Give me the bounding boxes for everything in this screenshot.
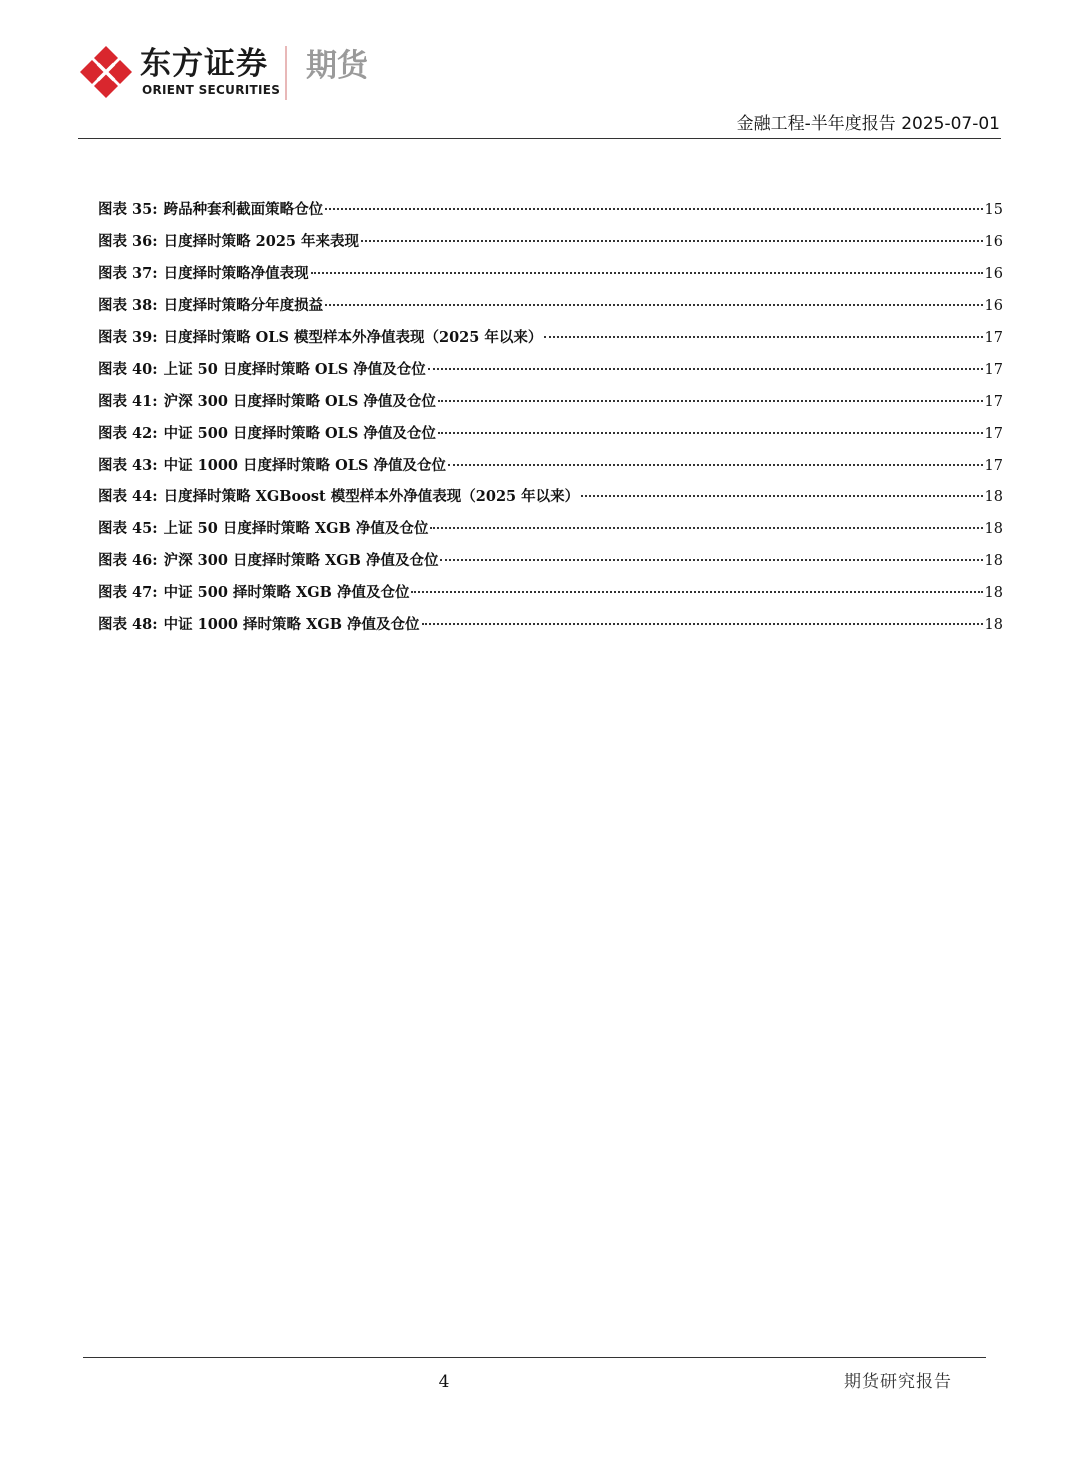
toc-entry[interactable]: [98, 262, 1003, 294]
brand-unit: 期货: [306, 48, 368, 84]
toc-entry-label: 图表 42:: [98, 424, 158, 442]
toc-entry-title: 上证 50 日度择时策略 XGB 净值及仓位: [163, 520, 429, 538]
toc-entry-label: 图表 45:: [98, 520, 158, 538]
toc-entry[interactable]: [98, 358, 1003, 390]
toc-entry[interactable]: [98, 422, 1003, 454]
toc-entry-label: 图表 47:: [98, 584, 158, 602]
toc-entry[interactable]: [98, 613, 1003, 645]
toc-entry[interactable]: [98, 581, 1003, 613]
toc-entry-label: 图表 35:: [98, 201, 158, 218]
toc-entry[interactable]: [98, 485, 1003, 517]
toc-entry[interactable]: [98, 517, 1003, 549]
toc-leader-dots: [438, 432, 983, 434]
toc-entry-title: 跨品种套利截面策略仓位: [163, 201, 324, 218]
toc-entry-label: 图表 38:: [98, 296, 158, 314]
toc-entry-title: 中证 500 日度择时策略 OLS 净值及仓位: [163, 424, 436, 442]
toc-entry-label: 图表 39:: [98, 328, 158, 346]
toc-entry[interactable]: [98, 230, 1003, 262]
footer-label: 期货研究报告: [844, 1372, 952, 1392]
toc-entry-label: 图表 46:: [98, 552, 158, 570]
toc-leader-dots: [430, 527, 982, 529]
toc-leader-dots: [361, 240, 983, 242]
toc-entry-page: 18: [984, 617, 1003, 634]
toc-leader-dots: [411, 591, 982, 593]
toc-entry-title: 沪深 300 日度择时策略 OLS 净值及仓位: [163, 392, 436, 410]
toc-entry-title: 日度择时策略 OLS 模型样本外净值表现（2025 年以来）: [163, 328, 543, 346]
toc-entry-title: 日度择时策略分年度损益: [163, 296, 324, 314]
toc-entry[interactable]: [98, 390, 1003, 422]
toc-entry-title: 中证 1000 择时策略 XGB 净值及仓位: [163, 616, 420, 634]
toc-entry[interactable]: [98, 454, 1003, 486]
toc-entry[interactable]: [98, 549, 1003, 581]
toc-entry-page: 16: [984, 265, 1003, 282]
toc-entry-title: 日度择时策略 XGBoost 模型样本外净值表现（2025 年以来）: [163, 488, 580, 506]
toc-leader-dots: [544, 336, 982, 338]
brand-name-en: ORIENT SECURITIES: [142, 83, 281, 97]
toc-leader-dots: [581, 495, 982, 497]
toc-entry-page: 18: [984, 553, 1003, 570]
toc-entry-page: 18: [984, 489, 1003, 506]
toc-entry-title: 中证 1000 日度择时策略 OLS 净值及仓位: [163, 456, 446, 474]
toc-leader-dots: [428, 368, 983, 370]
toc-entry[interactable]: [98, 294, 1003, 326]
footer-divider: [83, 1357, 986, 1358]
toc-entry-page: 17: [984, 425, 1003, 442]
brand-name-cn: 东方证券: [140, 46, 268, 82]
toc-entry[interactable]: [98, 198, 1003, 230]
toc-leader-dots: [325, 208, 982, 210]
toc-entry[interactable]: [98, 326, 1003, 358]
toc-entry-label: 图表 41:: [98, 392, 158, 410]
figure-list: [98, 198, 1003, 645]
toc-leader-dots: [448, 464, 983, 466]
toc-entry-page: 15: [984, 202, 1003, 218]
report-title-date: 金融工程-半年度报告 2025-07-01: [736, 114, 1000, 134]
toc-leader-dots: [422, 623, 983, 625]
toc-entry-page: 17: [984, 393, 1003, 410]
toc-entry-title: 日度择时策略净值表现: [163, 264, 309, 282]
toc-entry-page: 18: [984, 521, 1003, 538]
toc-entry-label: 图表 40:: [98, 360, 158, 378]
brand-divider: [285, 46, 287, 100]
toc-entry-page: 17: [984, 361, 1003, 378]
toc-leader-dots: [440, 559, 982, 561]
toc-entry-label: 图表 44:: [98, 488, 158, 506]
page-number: 4: [438, 1372, 450, 1392]
orient-securities-logo-icon: [78, 44, 134, 100]
toc-entry-page: 16: [984, 297, 1003, 314]
toc-entry-title: 上证 50 日度择时策略 OLS 净值及仓位: [163, 360, 426, 378]
toc-entry-title: 沪深 300 日度择时策略 XGB 净值及仓位: [163, 552, 439, 570]
toc-entry-label: 图表 43:: [98, 456, 158, 474]
toc-entry-page: 18: [984, 585, 1003, 602]
toc-entry-label: 图表 36:: [98, 232, 158, 250]
toc-entry-page: 17: [984, 457, 1003, 474]
header-divider: [78, 138, 1001, 139]
toc-entry-label: 图表 48:: [98, 616, 158, 634]
toc-entry-page: 16: [984, 233, 1003, 250]
toc-leader-dots: [325, 304, 982, 306]
toc-entry-title: 日度择时策略 2025 年来表现: [163, 232, 360, 250]
toc-leader-dots: [311, 272, 983, 274]
toc-entry-page: 17: [984, 329, 1003, 346]
toc-leader-dots: [438, 400, 983, 402]
toc-entry-label: 图表 37:: [98, 264, 158, 282]
toc-entry-title: 中证 500 择时策略 XGB 净值及仓位: [163, 584, 410, 602]
